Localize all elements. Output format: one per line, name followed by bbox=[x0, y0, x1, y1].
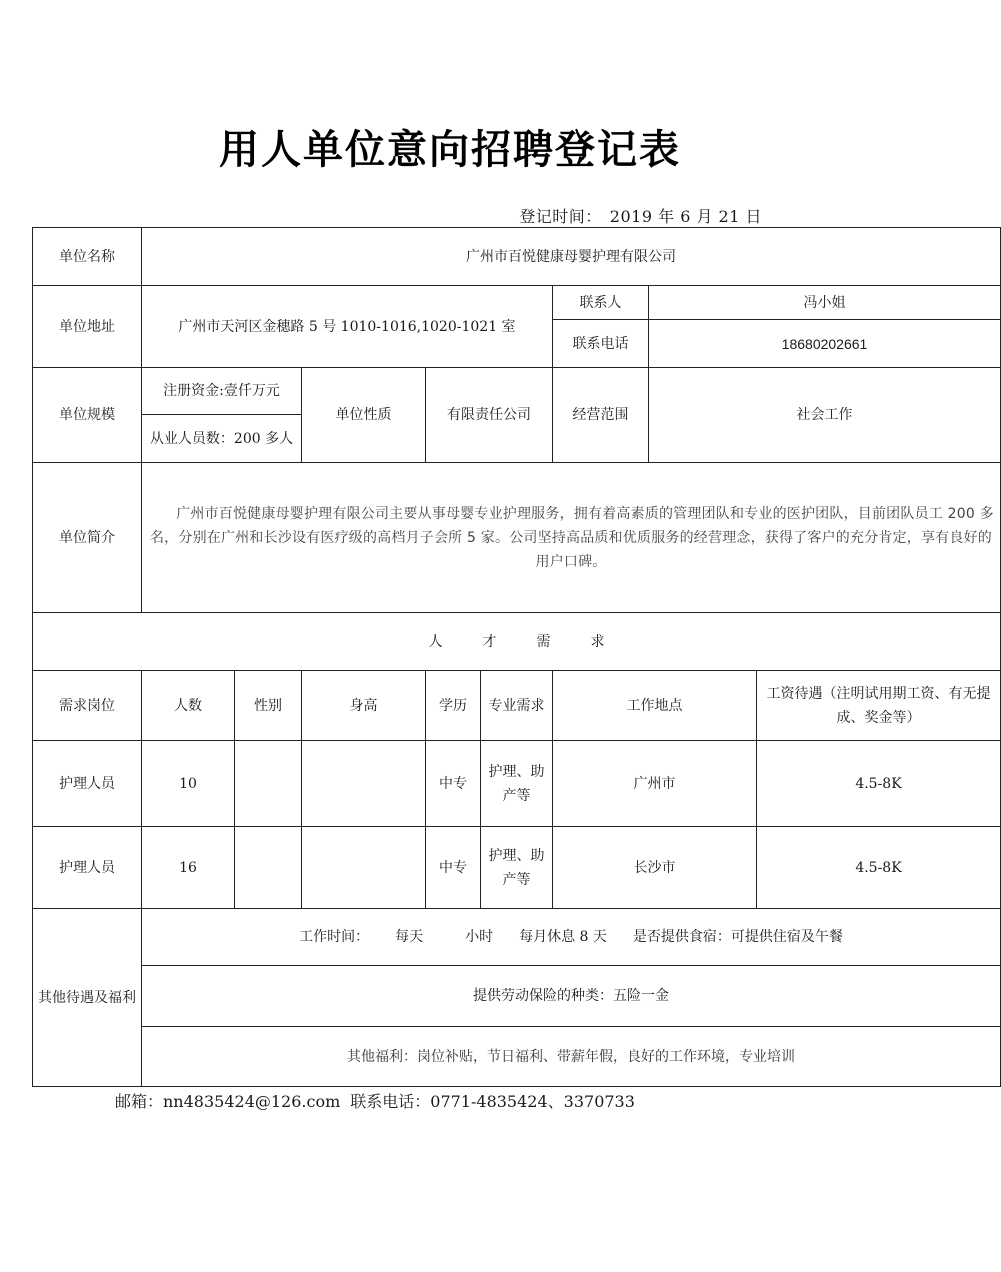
talent-heading-char: 才 bbox=[482, 633, 497, 650]
col-header-location: 工作地点 bbox=[553, 671, 757, 741]
other-benefits: 其他福利：岗位补贴，节日福利、带薪年假，良好的工作环境，专业培训 bbox=[142, 1027, 1001, 1087]
job-education: 中专 bbox=[426, 827, 481, 909]
scope-label: 经营范围 bbox=[553, 368, 649, 463]
job-gender bbox=[235, 827, 302, 909]
work-time-row bbox=[142, 909, 1001, 966]
insurance-types: 提供劳动保险的种类：五险一金 bbox=[142, 966, 1001, 1027]
company-nature: 有限责任公司 bbox=[426, 368, 553, 463]
meal-lodging-value: 可提供住宿及午餐 bbox=[730, 929, 843, 945]
talent-demand-heading bbox=[33, 613, 1001, 671]
col-header-count: 人数 bbox=[142, 671, 235, 741]
job-height bbox=[302, 741, 426, 827]
job-count: 10 bbox=[142, 741, 235, 827]
col-header-position: 需求岗位 bbox=[33, 671, 142, 741]
col-header-height: 身高 bbox=[302, 671, 426, 741]
footer-email: 邮箱：nn4835424@126.com bbox=[115, 1092, 341, 1111]
recruitment-form bbox=[32, 227, 1001, 1087]
job-height bbox=[302, 827, 426, 909]
job-gender bbox=[235, 741, 302, 827]
phone-label: 联系电话 bbox=[553, 320, 649, 368]
table-row bbox=[33, 741, 1001, 827]
address-label: 单位地址 bbox=[33, 286, 142, 368]
meal-lodging-label: 是否提供食宿： bbox=[632, 929, 731, 945]
job-location: 长沙市 bbox=[553, 827, 757, 909]
scale-label: 单位规模 bbox=[33, 368, 142, 463]
footer-phone: 联系电话：0771-4835424、3370733 bbox=[350, 1092, 635, 1111]
job-count: 16 bbox=[142, 827, 235, 909]
job-location: 广州市 bbox=[553, 741, 757, 827]
company-intro: 广州市百悦健康母婴护理有限公司主要从事母婴专业护理服务，拥有着高素质的管理团队和专业的医护团队，目前团队员工 200 多名，分别在广州和长沙设有医疗级的高档月子会所 5 家。公司坚持高品质和优质服务的经营理念，获得了客户的充分肯定，享有良好的用户口碑。 bbox=[142, 463, 1001, 613]
benefits-label: 其他待遇及福利 bbox=[33, 909, 142, 1087]
company-name: 广州市百悦健康母婴护理有限公司 bbox=[142, 228, 1001, 286]
job-major: 护理、助产等 bbox=[481, 827, 553, 909]
job-position: 护理人员 bbox=[33, 827, 142, 909]
intro-label: 单位简介 bbox=[33, 463, 142, 613]
registration-date-label: 登记时间： bbox=[519, 207, 602, 226]
talent-heading-char: 人 bbox=[428, 633, 443, 650]
job-salary: 4.5-8K bbox=[757, 741, 1001, 827]
company-address: 广州市天河区金穗路 5 号 1010-1016,1020-1021 室 bbox=[142, 286, 553, 368]
work-time-label: 工作时间： bbox=[299, 929, 370, 945]
contact-name: 冯小姐 bbox=[649, 286, 1001, 320]
job-salary: 4.5-8K bbox=[757, 827, 1001, 909]
work-time-hours: 小时 bbox=[465, 929, 494, 945]
registered-capital: 注册资金:壹仟万元 bbox=[142, 368, 302, 415]
col-header-salary: 工资待遇（注明试用期工资、有无提成、奖金等） bbox=[757, 671, 1001, 741]
col-header-gender: 性别 bbox=[235, 671, 302, 741]
job-major: 护理、助产等 bbox=[481, 741, 553, 827]
work-time-daily: 每天 bbox=[395, 929, 424, 945]
jobs-header-row bbox=[33, 671, 1001, 741]
page-title: 用人单位意向招聘登记表 bbox=[219, 127, 681, 173]
table-row bbox=[33, 827, 1001, 909]
col-header-education: 学历 bbox=[426, 671, 481, 741]
monthly-rest-days: 每月休息 8 天 bbox=[519, 929, 607, 945]
registration-date-value: 2019 年 6 月 21 日 bbox=[609, 207, 762, 226]
business-scope: 社会工作 bbox=[649, 368, 1001, 463]
col-header-major: 专业需求 bbox=[481, 671, 553, 741]
talent-heading-char: 求 bbox=[590, 633, 605, 650]
contact-phone: 18680202661 bbox=[649, 320, 1001, 368]
staff-count: 从业人员数：200 多人 bbox=[142, 415, 302, 463]
job-position: 护理人员 bbox=[33, 741, 142, 827]
company-name-label: 单位名称 bbox=[33, 228, 142, 286]
job-education: 中专 bbox=[426, 741, 481, 827]
contact-label: 联系人 bbox=[553, 286, 649, 320]
talent-heading-char: 需 bbox=[536, 633, 551, 650]
nature-label: 单位性质 bbox=[302, 368, 426, 463]
registration-date bbox=[511, 204, 762, 227]
footer-contact bbox=[115, 1089, 645, 1112]
